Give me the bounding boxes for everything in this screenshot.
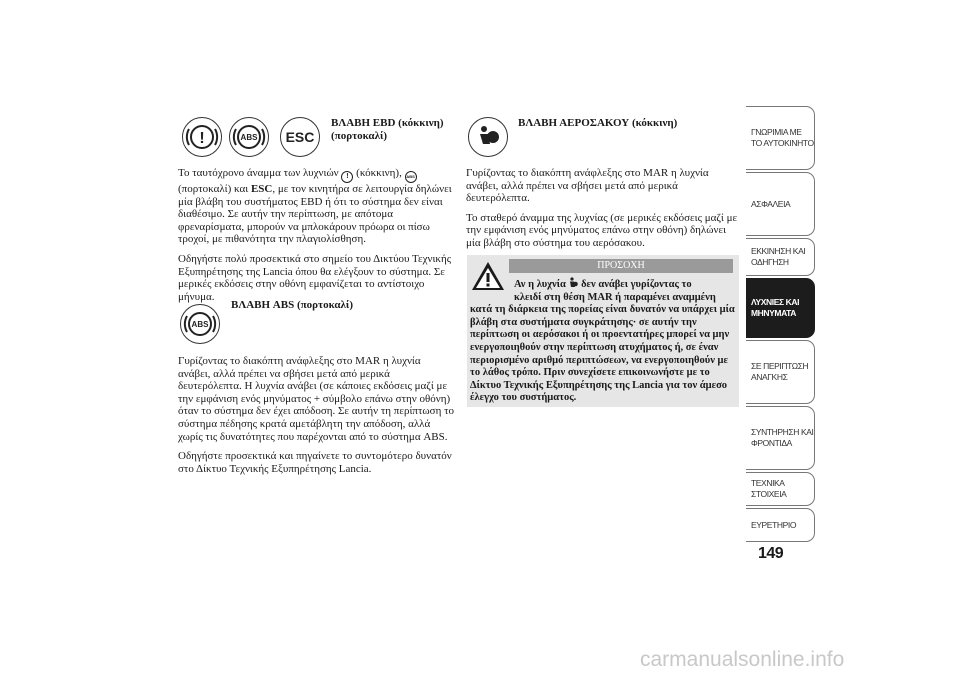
warning-line-2: κλειδί στη θέση MAR ή παραμένει αναμμένη	[514, 291, 716, 303]
airbag-heading: ΒΛΑΒΗ ΑΕΡΟΣΑΚΟΥ (κόκκινη)	[518, 117, 678, 129]
tab-safety[interactable]: ΑΣΦΑΛΕΙΑ	[746, 172, 815, 236]
abs-inline-icon: ABS	[405, 171, 417, 183]
abs-heading: ΒΛΑΒΗ ABS (πορτοκαλί)	[231, 299, 354, 311]
warning-box	[467, 255, 739, 407]
airbag-inline-icon	[568, 277, 578, 288]
airbag-icon	[468, 117, 508, 157]
svg-text:ABS: ABS	[191, 320, 209, 329]
ebd-paragraph-1: Το ταυτόχρονο άναμμα των λυχνιών ! (κόκκινη), ABS (πορτοκαλί) και ESC, με τον κινητήρα σε λειτουργία δηλώνει μία βλάβη του συστήματος EBD ή ότι το σύστημα δεν είναι διαθέσιμο. Σε αυτήν την περίπτωση, με απότομα φρεναρίσματα, μπορούν να μπλοκάρουν πρόωρα οι πίσω τροχοί, με πιθανότητα την πλαγιολίσθηση.	[178, 167, 452, 246]
watermark: carmanualsonline.info	[640, 648, 845, 671]
tab-maintenance[interactable]: ΣΥΝΤΗΡΗΣΗ ΚΑΙ ΦΡΟΝΤΙΔΑ	[746, 406, 815, 470]
ebd-heading: ΒΛΑΒΗ EBD (κόκκινη) (πορτοκαλί)	[331, 117, 444, 142]
brake-inline-icon: !	[341, 171, 353, 183]
airbag-section	[466, 167, 741, 257]
abs-section	[178, 355, 455, 482]
brake-glyph: !	[199, 130, 205, 147]
airbag-paragraph-2: Το σταθερό άναμμα της λυχνίας (σε μερικές εκδόσεις μαζί με την εμφάνιση ενός μηνύματος επάνω στην οθόνη) δηλώνει μία βλάβη στο σύστημα του αερόσακου.	[466, 211, 738, 249]
brake-warning-icon	[182, 117, 222, 157]
ebd-paragraph-2: Οδηγήστε πολύ προσεκτικά στο σημείο του Δικτύου Τεχνικής Εξυπηρέτησης της Lancia όπου θα ελέγξουν το σύστημα. Σε μερικές εκδόσεις στην οθόνη εμφανίζεται το αντίστοιχο μήνυμα.	[178, 252, 452, 303]
abs-glyph: ABS	[240, 133, 258, 142]
tab-starting-driving[interactable]: ΕΚΚΙΝΗΣΗ ΚΑΙ ΟΔΗΓΗΣΗ	[746, 238, 815, 276]
tab-lights-messages[interactable]: ΛΥΧΝΙΕΣ ΚΑΙ ΜΗΝΥΜΑΤΑ	[746, 278, 815, 338]
tab-index[interactable]: ΕΥΡΕΤΗΡΙΟ	[746, 508, 815, 542]
abs-paragraph-1: Γυρίζοντας το διακόπτη ανάφλεξης στο MAR η λυχνία ανάβει, αλλά πρέπει να σβήσει μετά από μερικά δευτερόλεπτα. Η λυχνία ανάβει (σε κάποιες εκδόσεις μαζί με την εμφάνιση ενός μηνύματος + σύμβολο επάνω στην οθόνη) όταν το σύστημα δεν έχει απόδοση. Σε αυτήν τη περίπτωση το σύστημα πέδησης κρατά αμετάβλητη την απόδοση, αλλά χωρίς τις δυνατότητες που παρέχονται από το σύστημα ABS.	[178, 355, 454, 443]
warning-text	[470, 277, 736, 405]
tab-getting-to-know[interactable]: ΓΝΩΡΙΜΙΑ ΜΕ ΤΟ ΑΥΤΟΚΙΝΗΤΟ	[746, 106, 815, 170]
esc-glyph: ESC	[285, 129, 315, 145]
tab-emergency[interactable]: ΣΕ ΠΕΡΙΠΤΩΣΗ ΑΝΑΓΚΗΣ	[746, 340, 815, 404]
ebd-section	[178, 167, 455, 310]
warning-line-1: Αν η λυχνία δεν ανάβει γυρίζοντας το	[514, 279, 692, 290]
warning-title: ΠΡΟΣΟΧΗ	[509, 259, 733, 273]
esc-icon	[280, 117, 320, 157]
abs-paragraph-2: Οδηγήστε προσεκτικά και πηγαίνετε το συντομότερο δυνατόν στο Δίκτυο Τεχνικής Εξυπηρέτησης Lancia.	[178, 450, 452, 475]
abs-icon	[229, 117, 269, 157]
page-number: 149	[758, 545, 784, 562]
tab-technical-data[interactable]: ΤΕΧΝΙΚΑ ΣΤΟΙΧΕΙΑ	[746, 472, 815, 506]
warning-body: κατά τη διάρκεια της πορείας είναι δυνατόν να υπάρχει μία βλάβη στα συστήματα συγκράτησης· σε αυτήν την περίπτωση οι αερόσακοι ή οι προεντατήρες μπορεί να μην ενεργοποιηθούν στην περίπτωση ατυχήματος ή, σε έναν περιορισμένο αριθμό περιπτώσεων, να ενεργοποιηθούν με το λάθος τρόπο. Πριν συνεχίσετε επικοινωνήστε με το Δίκτυο Τεχνικής Εξυπηρέτησης της Lancia για τον άμεσο έλεγχο του συστήματος.	[470, 304, 735, 404]
abs-icon-2	[180, 304, 220, 344]
airbag-paragraph-1: Γυρίζοντας το διακόπτη ανάφλεξης στο MAR η λυχνία ανάβει, αλλά πρέπει να σβήσει μετά από μερικά δευτερόλεπτα.	[466, 167, 709, 205]
